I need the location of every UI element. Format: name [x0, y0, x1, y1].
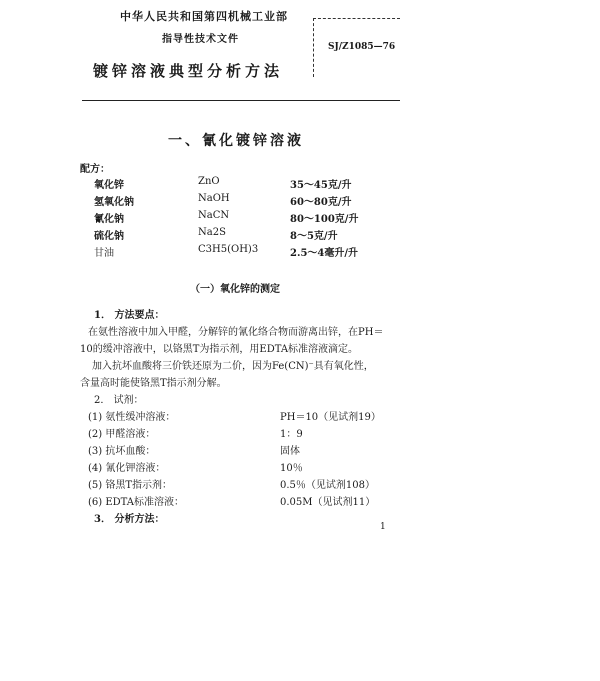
reagent-value: 0.5％（见试剂108）	[280, 480, 375, 491]
reagent-label: (1) 氨性缓冲溶液：	[88, 412, 176, 423]
recipe-formula: NaOH	[198, 193, 230, 204]
recipe-amount: 60～80克/升	[290, 197, 352, 208]
reagent-value: 1：9	[280, 429, 303, 440]
analysis-heading: 3． 分析方法：	[94, 514, 165, 525]
recipe-name: 氰化钠	[94, 214, 124, 225]
recipe-row	[0, 210, 600, 226]
recipe-name: 硫化钠	[94, 231, 124, 242]
reagent-label: (5) 铬黑T指示剂：	[88, 480, 173, 491]
method-text-line: 加入抗坏血酸将三价铁还原为二价，因为Fe(CN)⁻具有氧化性，	[92, 361, 374, 372]
reagent-label: (3) 抗坏血酸：	[88, 446, 156, 457]
recipe-row	[0, 244, 600, 260]
recipe-name: 甘油	[94, 248, 114, 259]
page-number: 1	[380, 522, 386, 532]
recipe-name: 氢氧化钠	[94, 197, 134, 208]
header-divider	[82, 100, 400, 101]
recipe-row	[0, 176, 600, 192]
recipe-amount: 80～100克/升	[290, 214, 359, 225]
reagent-value: 10％	[280, 463, 303, 474]
reagent-label: (2) 甲醛溶液：	[88, 429, 156, 440]
recipe-amount: 35～45克/升	[290, 180, 352, 191]
recipe-amount: 2.5～4毫升/升	[290, 248, 359, 259]
recipe-row	[0, 227, 600, 243]
document-type: 指导性技术文件	[162, 34, 239, 45]
reagent-label: (4) 氰化钾溶液：	[88, 463, 166, 474]
method-text-line: 10的缓冲溶液中，以铬黑T为指示剂，用EDTA标准溶液滴定。	[80, 344, 359, 355]
recipe-amount: 8～5克/升	[290, 231, 338, 242]
recipe-row	[0, 193, 600, 209]
reagent-value: 固体	[280, 446, 300, 457]
reagent-value: 0.05M（见试剂11）	[280, 497, 376, 508]
reagents-heading: 2． 试剂：	[94, 395, 144, 406]
method-heading: 1． 方法要点：	[94, 310, 165, 321]
document-title: 镀锌溶液典型分析方法	[93, 62, 284, 80]
recipe-label: 配方：	[80, 164, 110, 175]
subsection-title: （一）氧化锌的测定	[190, 284, 280, 295]
recipe-formula: NaCN	[198, 210, 230, 221]
recipe-name: 氧化锌	[94, 180, 124, 191]
reagent-label: (6) EDTA标准溶液：	[88, 497, 185, 508]
section-title: 一、氰化镀锌溶液	[168, 133, 304, 149]
reagent-value: PH＝10（见试剂19）	[280, 412, 381, 423]
issuing-organization: 中华人民共和国第四机械工业部	[120, 10, 288, 23]
standard-number: SJ/Z1085—76	[328, 42, 396, 52]
method-text-line: 含量高时能使铬黑T指示剂分解。	[80, 378, 227, 389]
recipe-formula: Na2S	[198, 227, 226, 238]
recipe-formula: C3H5(OH)3	[198, 244, 259, 255]
recipe-formula: ZnO	[198, 176, 220, 187]
method-text-line: 在氨性溶液中加入甲醛，分解锌的氰化络合物而游离出锌，在PH＝	[88, 327, 384, 338]
